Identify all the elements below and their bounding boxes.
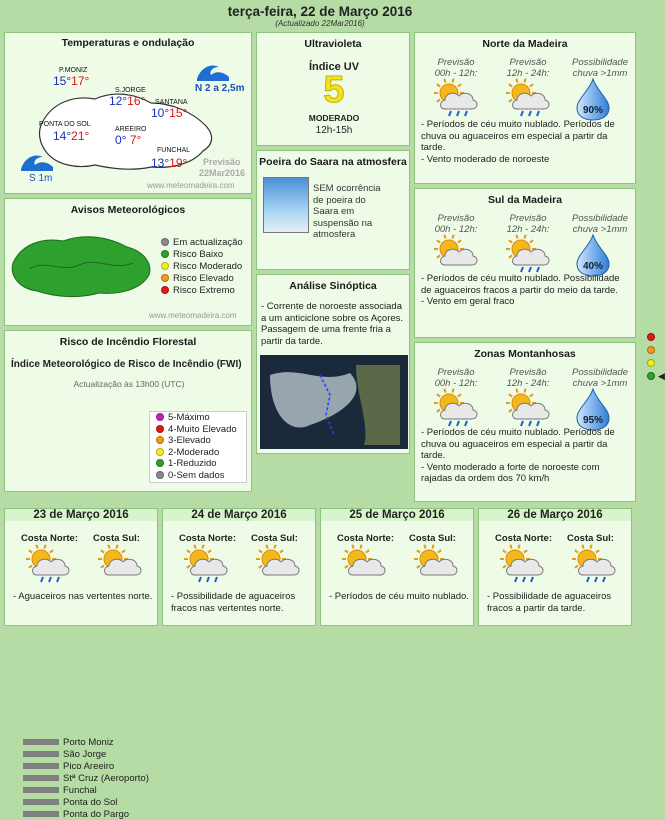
- dust-pointer-icon: ◀: [658, 371, 665, 381]
- day-forecast-card: [162, 508, 316, 626]
- day-date: 26 de Março 2016: [479, 509, 631, 521]
- uv-hours: 12h-15h: [315, 125, 353, 136]
- region-column-header: Previsão 00h - 12h:: [434, 367, 478, 389]
- fire-station-label: Ponta do Pargo: [63, 809, 130, 820]
- day-forecast-card: [320, 508, 474, 626]
- day-date: 23 de Março 2016: [5, 509, 157, 521]
- fire-station-bar: [23, 811, 59, 817]
- day-forecast-card: [478, 508, 632, 626]
- place-temps: 10°15°: [151, 106, 188, 120]
- fire-level-item: 4-Muito Elevado: [150, 424, 246, 436]
- warning-legend-item: Risco Elevado: [161, 273, 234, 284]
- fire-station-bar: [23, 763, 59, 769]
- day-forecast-text: - Possibilidade de aguaceiros fracos nas vertentes norte.: [171, 591, 296, 614]
- fire-station-bar: [23, 751, 59, 757]
- site-watermark: www.meteomadeira.com: [147, 181, 235, 190]
- rain-probability: 90%: [582, 105, 603, 116]
- place-label: FUNCHAL: [157, 147, 191, 154]
- fire-station-row: [23, 809, 129, 820]
- fire-station-label: Ponta do Sol: [63, 797, 118, 808]
- place-temps: 15°17°: [53, 74, 90, 88]
- region-title: Zonas Montanhosas: [474, 348, 576, 360]
- forecast-date: 22Mar2016: [199, 168, 246, 178]
- fire-station-bar: [23, 787, 59, 793]
- coast-north-label: Costa Norte:: [495, 533, 553, 544]
- region-column-header: Previsão 00h - 12h:: [434, 57, 478, 79]
- region-panel: [414, 32, 636, 184]
- synoptic-text: - Corrente de noroeste associada a um anticiclone sobre os Açores. Passagem de uma frente fria a partir da tarde.: [261, 301, 404, 347]
- wave-south-label: S 1m: [29, 173, 53, 184]
- cloud-rain-icon: [505, 79, 551, 124]
- rain-probability: 40%: [582, 261, 603, 272]
- forecast-label: Previsão: [203, 157, 241, 167]
- fire-level-item: 5-Máximo: [150, 412, 246, 424]
- fire-station-label: Stª Cruz (Aeroporto): [63, 773, 149, 784]
- place-temps: 13°19°: [151, 156, 188, 170]
- cloud-rain-icon: [25, 545, 71, 590]
- uv-level: MODERADO: [308, 113, 360, 123]
- cloud-rain-icon: [499, 545, 545, 590]
- cloud-rain-icon: [255, 545, 301, 590]
- dust-title: Poeira do Saara na atmosfera: [259, 156, 407, 168]
- region-forecast-text: - Períodos de céu muito nublado. Períodos de chuva ou aguaceiros em especial a partir da tarde. - Vento moderado a forte de noroeste com rajadas da ordem dos 70 km/h: [421, 427, 615, 484]
- region-forecast-text: - Períodos de céu muito nublado. Períodos de chuva ou aguaceiros em especial a partir da tarde. - Vento moderado de noroeste: [421, 119, 615, 165]
- uv-panel: [256, 32, 410, 146]
- cloud-rain-icon: [433, 79, 479, 124]
- fire-title: Risco de Incêndio Florestal: [59, 336, 197, 348]
- coast-north-label: Costa Norte:: [21, 533, 79, 544]
- coast-north-label: Costa Norte:: [337, 533, 395, 544]
- day-date: 25 de Março 2016: [321, 509, 473, 521]
- region-column-header: Previsão 12h - 24h:: [506, 213, 550, 235]
- page-title: terça-feira, 22 de Março 2016: [227, 4, 413, 19]
- dust-image: [263, 177, 309, 233]
- dust-light: [647, 346, 655, 354]
- fire-station-bar: [23, 775, 59, 781]
- cloud-rain-icon: [341, 545, 387, 590]
- fire-level-item: 3-Elevado: [150, 435, 246, 447]
- fire-level-legend: [149, 411, 247, 483]
- place-label: P.MONIZ: [59, 67, 88, 74]
- place-label: AREEIRO: [115, 126, 147, 133]
- place-temps: 14°21°: [53, 129, 90, 143]
- region-title: Norte da Madeira: [482, 38, 568, 50]
- fwi-title: Índice Meteorológico de Risco de Incêndio (FWI): [11, 359, 242, 370]
- fire-station-row: [23, 785, 97, 796]
- warnings-map: [9, 229, 157, 301]
- fire-station-bar: [23, 739, 59, 745]
- warning-legend-item: Risco Baixo: [161, 249, 223, 260]
- satellite-image: [260, 355, 408, 449]
- wave-south-icon: [19, 151, 55, 173]
- synoptic-panel: [256, 274, 410, 454]
- temperature-panel: [4, 32, 252, 194]
- day-forecast-text: - Aguaceiros nas vertentes norte.: [13, 591, 153, 602]
- dust-light: [647, 372, 655, 380]
- synoptic-title: Análise Sinóptica: [289, 280, 377, 292]
- day-forecast-text: - Períodos de céu muito nublado.: [329, 591, 469, 602]
- warning-legend-item: Risco Extremo: [161, 285, 235, 296]
- region-forecast-text: - Períodos de céu muito nublado. Possibilidade de aguaceiros fracos a partir do meio da tarde. - Vento em geral fraco: [421, 273, 620, 307]
- fire-station-label: São Jorge: [63, 749, 107, 760]
- place-label: PONTA DO SOL: [39, 121, 91, 128]
- site-watermark: www.meteomadeira.com: [149, 311, 237, 320]
- fire-station-row: [23, 773, 149, 784]
- day-forecast-card: [4, 508, 158, 626]
- region-column-header: Possibilidade chuva >1mm: [572, 57, 628, 79]
- place-label: SANTANA: [155, 99, 188, 106]
- wave-north-label: N 2 a 2,5m: [195, 83, 245, 94]
- region-column-header: Previsão 00h - 12h:: [434, 213, 478, 235]
- uv-title: Ultravioleta: [304, 38, 362, 50]
- coast-south-label: Costa Sul:: [567, 533, 614, 544]
- fire-station-label: Porto Moniz: [63, 737, 114, 748]
- place-temps: 12°16°: [109, 94, 146, 108]
- dust-text: SEM ocorrência de poeira do Saara em suspensão na atmosfera: [313, 183, 381, 240]
- day-date: 24 de Março 2016: [163, 509, 315, 521]
- day-forecast-text: - Possibilidade de aguaceiros fracos a partir da tarde.: [487, 591, 612, 614]
- fire-station-bar: [23, 799, 59, 805]
- coast-south-label: Costa Sul:: [93, 533, 140, 544]
- region-column-header: Possibilidade chuva >1mm: [572, 213, 628, 235]
- region-panel: [414, 188, 636, 338]
- dust-light: [647, 333, 655, 341]
- fire-station-row: [23, 737, 114, 748]
- uv-label: Índice UV: [308, 61, 360, 73]
- cloud-rain-icon: [413, 545, 459, 590]
- place-temps: 0° 7°: [115, 133, 142, 147]
- update-note: (Actualizado 22Mar2016): [275, 19, 365, 28]
- region-column-header: Possibilidade chuva >1mm: [572, 367, 628, 389]
- fire-level-item: 2-Moderado: [150, 447, 246, 459]
- cloud-rain-icon: [183, 545, 229, 590]
- warning-legend-item: Risco Moderado: [161, 261, 242, 272]
- region-column-header: Previsão 12h - 24h:: [506, 367, 550, 389]
- dust-light: [647, 359, 655, 367]
- rain-probability: 95%: [582, 415, 603, 426]
- coast-south-label: Costa Sul:: [251, 533, 298, 544]
- warnings-panel: [4, 198, 252, 326]
- cloud-rain-icon: [97, 545, 143, 590]
- temperature-title: Temperaturas e ondulação: [61, 37, 195, 49]
- fire-level-item: 1-Reduzido: [150, 458, 246, 470]
- fwi-update: Actualização às 13h00 (UTC): [73, 379, 185, 389]
- uv-value: 5: [323, 69, 345, 111]
- place-label: S.JORGE: [115, 87, 146, 94]
- fire-station-label: Pico Areeiro: [63, 761, 115, 772]
- fire-station-label: Funchal: [63, 785, 97, 796]
- region-column-header: Previsão 12h - 24h:: [506, 57, 550, 79]
- coast-north-label: Costa Norte:: [179, 533, 237, 544]
- coast-south-label: Costa Sul:: [409, 533, 456, 544]
- warning-legend-item: Em actualização: [161, 237, 243, 248]
- fire-station-row: [23, 797, 117, 808]
- region-panel: [414, 342, 636, 502]
- cloud-rain-icon: [571, 545, 617, 590]
- fire-station-row: [23, 761, 114, 772]
- fire-station-row: [23, 749, 106, 760]
- fire-level-item: 0-Sem dados: [150, 470, 246, 482]
- wave-north-icon: [195, 61, 231, 83]
- warnings-title: Avisos Meteorológicos: [70, 204, 186, 216]
- region-title: Sul da Madeira: [487, 194, 563, 206]
